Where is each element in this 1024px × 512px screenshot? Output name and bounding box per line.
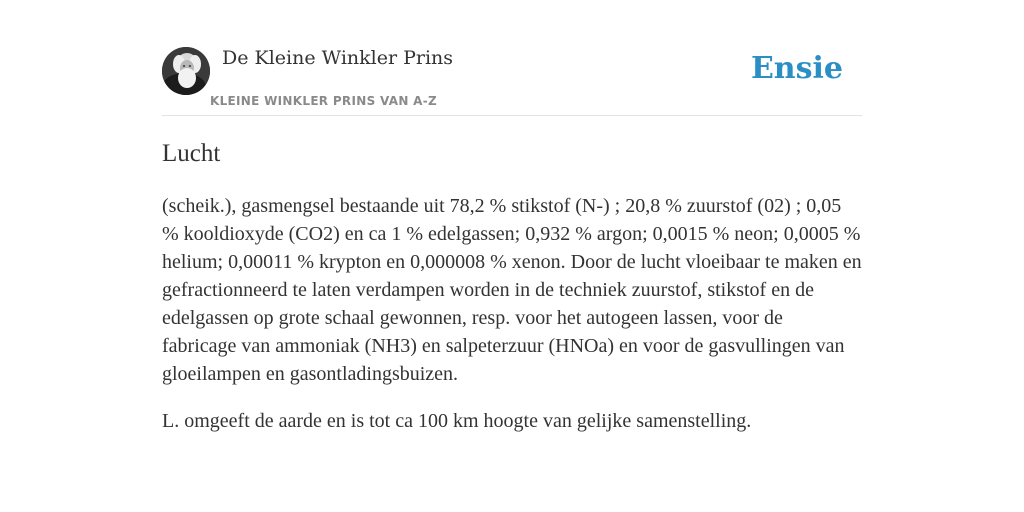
- article: [162, 136, 862, 435]
- author-portrait-icon: [162, 47, 210, 95]
- book-title[interactable]: De Kleine Winkler Prins: [222, 47, 454, 69]
- avatar[interactable]: [162, 47, 210, 95]
- article-paragraph: (scheik.), gasmengsel bestaande uit 78,2 % stikstof (N-) ; 20,8 % zuurstof (02) ; 0,05 % kooldioxyde (CO2) en ca 1 % edelgassen; 0,932 % argon; 0,0015 % neon; 0,0005 % helium; 0,00011 % krypton en 0,000008 % xenon. Door de lucht vloeibaar te maken en gefractionneerd te laten verdampen worden in de techniek zuurstof, stikstof en de edelgassen op grote schaal gewonnen, resp. voor het autogeen lassen, voor de fabricage van ammoniak (NH3) en salpeterzuur (HNOa) en voor de gasvullingen van gloeilampen en gasontladingsbuizen.: [162, 195, 862, 385]
- brand-logo[interactable]: Ensie: [750, 51, 843, 86]
- book-subtitle[interactable]: KLEINE WINKLER PRINS VAN A-Z: [210, 94, 438, 108]
- entry-title: Lucht: [162, 140, 221, 167]
- article-paragraph: L. omgeeft de aarde en is tot ca 100 km hoogte van gelijke samenstelling.: [162, 410, 752, 432]
- header: [162, 0, 862, 116]
